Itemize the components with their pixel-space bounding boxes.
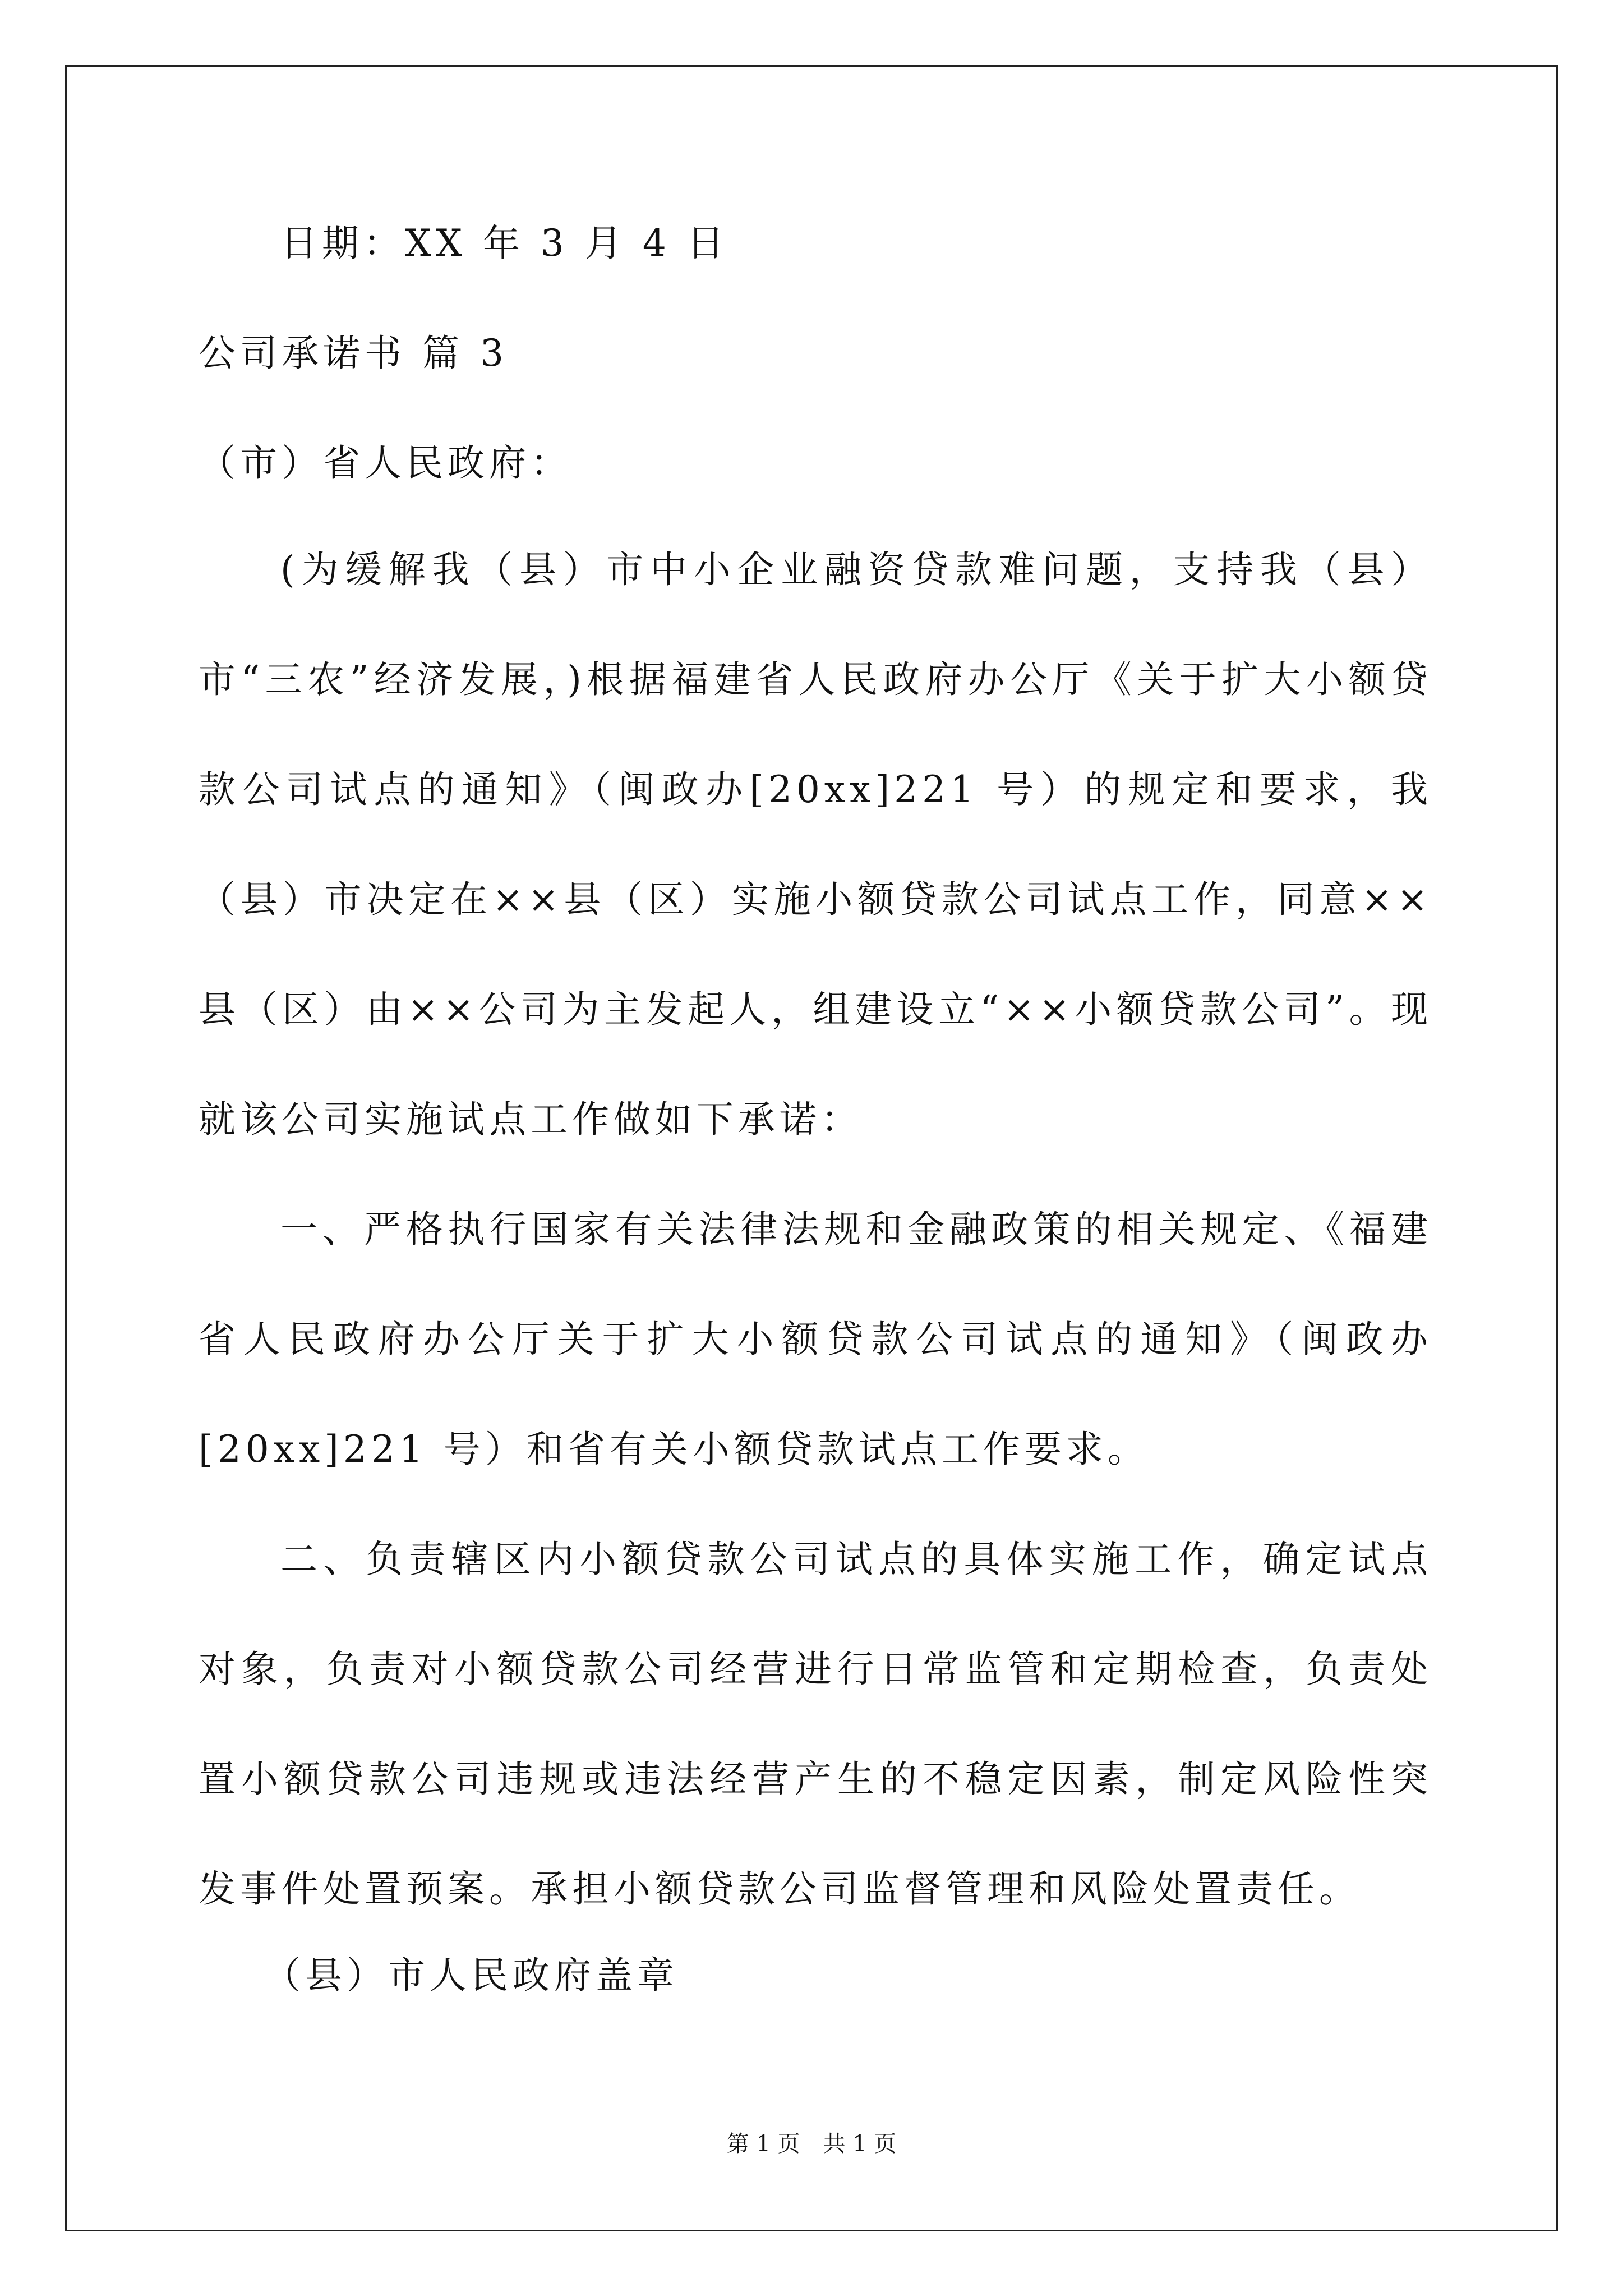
addressee: （市）省人民政府： (199, 441, 572, 485)
section-title: 公司承诺书 篇 3 (199, 332, 508, 375)
page-footer (0, 2126, 1623, 2158)
signature-line: （县）市人民政府盖章 (264, 1954, 679, 1997)
page-number: 第 1 页 (726, 2131, 800, 2157)
item-two-block (199, 1504, 1432, 1944)
paragraph-item-one: 一、严格执行国家有关法律法规和金融政策的相关规定、《福建省人民政府办公厅关于扩大小额贷款公司试点的通知》（闽政办[20xx]221 号）和省有关小额贷款试点工作要求。 (199, 1208, 1432, 1471)
intro-block (199, 515, 1432, 1175)
item-one-block (199, 1175, 1432, 1504)
paragraph-item-two: 二、负责辖区内小额贷款公司试点的具体实施工作，确定试点对象，负责对小额贷款公司经营进行日常监管和定期检查，负责处置小额贷款公司违规或违法经营产生的不稳定因素，制定风险性突发事件处置预案。承担小额贷款公司监督管理和风险处置责任。 (199, 1538, 1432, 1911)
date-line: 日期：XX 年 3 月 4 日 (280, 222, 728, 265)
paragraph-intro: (为缓解我（县）市中小企业融资贷款难问题，支持我（县）市“三农”经济发展，)根据福建省人民政府办公厅《关于扩大小额贷款公司试点的通知》（闽政办[20xx]221 号）的规定和要求，我（县）市决定在××县（区）实施小额贷款公司试点工作，同意××县（区）由××公司为主发起人，组建设立“××小额贷款公司”。现就该公司实施试点工作做如下承诺： (199, 548, 1432, 1141)
page-total: 共 1 页 (823, 2131, 897, 2157)
